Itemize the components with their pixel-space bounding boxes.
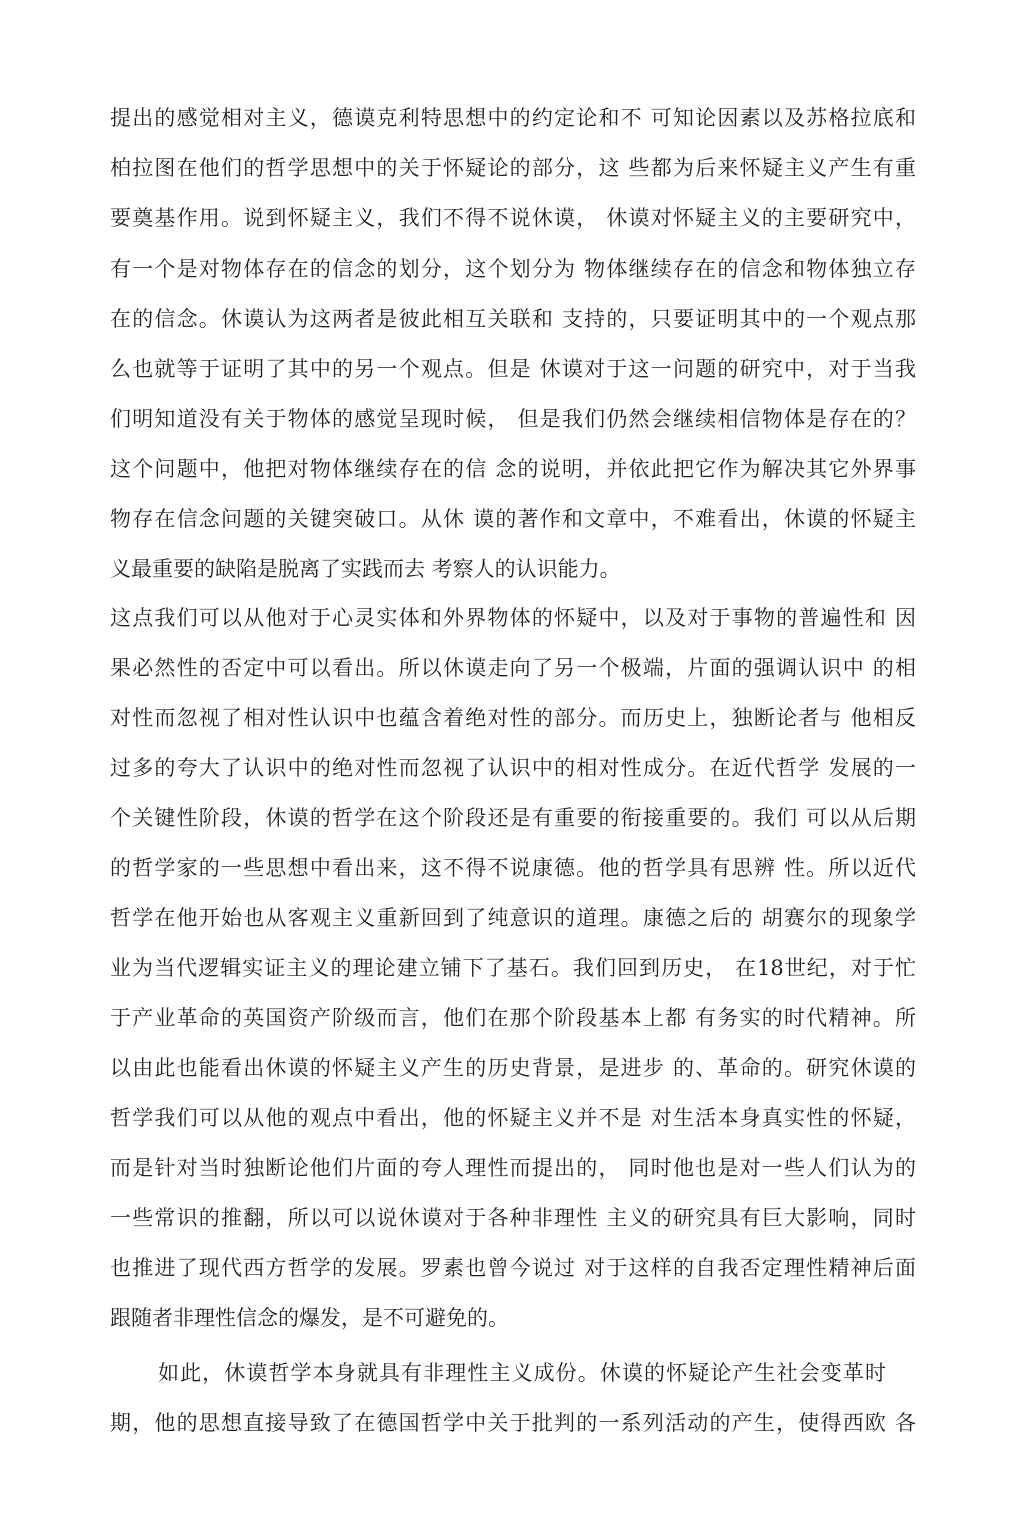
paragraph-2-line-5: 个关键性阶段，休谟的哲学在这个阶段还是有重要的衔接重要的。我们 可以从后期 bbox=[110, 806, 916, 830]
paragraph-2-line-3: 对性而忽视了相对性认识中也蕴含着绝对性的部分。而历史上，独断论者与 他相反 bbox=[110, 706, 916, 730]
paragraph-2-line-4: 过多的夸大了认识中的绝对性而忽视了认识中的相对性成分。在近代哲学 发展的一 bbox=[110, 756, 916, 780]
paragraph-1-line-9: 物存在信念问题的关键突破口。从休 谟的著作和文章中，不难看出，休谟的怀疑主 bbox=[110, 507, 916, 531]
paragraph-2-line-12: 而是针对当时独断论他们片面的夸人理性而提出的， 同时他也是对一些人们认为的 bbox=[110, 1156, 916, 1180]
paragraph-3-line-1: 如此，休谟哲学本身就具有非理性主义成份。休谟的怀疑论产生社会变革时 bbox=[158, 1361, 886, 1385]
paragraph-2-line-2: 果必然性的否定中可以看出。所以休谟走向了另一个极端，片面的强调认识中 的相 bbox=[110, 656, 916, 680]
paragraph-1-line-4: 有一个是对物体存在的信念的划分，这个划分为 物体继续存在的信念和物体独立存 bbox=[110, 257, 916, 281]
paragraph-2-line-9: 于产业革命的英国资产阶级而言，他们在那个阶段基本上都 有务实的时代精神。所 bbox=[110, 1006, 916, 1030]
paragraph-2-line-8: 业为当代逻辑实证主义的理论建立铺下了基石。我们回到历史， 在18世纪，对于忙 bbox=[110, 956, 916, 980]
paragraph-1-line-3: 要奠基作用。说到怀疑主义，我们不得不说休谟， 休谟对怀疑主义的主要研究中， bbox=[110, 206, 916, 230]
paragraph-1-line-7: 们明知道没有关于物体的感觉呈现时候， 但是我们仍然会继续相信物体是存在的？ bbox=[110, 407, 916, 431]
paragraph-1-line-2: 柏拉图在他们的哲学思想中的关于怀疑论的部分，这 些都为后来怀疑主义产生有重 bbox=[110, 156, 916, 180]
paragraph-2-line-15: 跟随者非理性信念的爆发，是不可避免的。 bbox=[110, 1306, 509, 1330]
paragraph-3-line-2: 期，他的思想直接导致了在德国哲学中关于批判的一系列活动的产生，使得西欧 各 bbox=[110, 1411, 916, 1435]
paragraph-2-line-1: 这点我们可以从他对于心灵实体和外界物体的怀疑中，以及对于事物的普遍性和 因 bbox=[110, 606, 916, 630]
paragraph-2-line-7: 哲学在他开始也从客观主义重新回到了纯意识的道理。康德之后的 胡赛尔的现象学 bbox=[110, 906, 916, 930]
paragraph-1-line-10: 义最重要的缺陷是脱离了实践而去 考察人的认识能力。 bbox=[110, 557, 621, 581]
paragraph-1-line-5: 在的信念。休谟认为这两者是彼此相互关联和 支持的，只要证明其中的一个观点那 bbox=[110, 307, 916, 331]
paragraph-1-line-1: 提出的感觉相对主义，德谟克利特思想中的约定论和不 可知论因素以及苏格拉底和 bbox=[110, 106, 916, 130]
paragraph-2-line-14: 也推进了现代西方哲学的发展。罗素也曾今说过 对于这样的自我否定理性精神后面 bbox=[110, 1256, 916, 1280]
paragraph-2-line-13: 一些常识的推翻，所以可以说休谟对于各种非理性 主义的研究具有巨大影响，同时 bbox=[110, 1206, 916, 1230]
paragraph-2-line-10: 以由此也能看出休谟的怀疑主义产生的历史背景，是进步 的、革命的。研究休谟的 bbox=[110, 1056, 916, 1080]
paragraph-2-line-11: 哲学我们可以从他的观点中看出，他的怀疑主义并不是 对生活本身真实性的怀疑， bbox=[110, 1106, 916, 1130]
paragraph-2-line-6: 的哲学家的一些思想中看出来，这不得不说康德。他的哲学具有思辨 性。所以近代 bbox=[110, 856, 916, 880]
paragraph-1-line-8: 这个问题中，他把对物体继续存在的信 念的说明，并依此把它作为解决其它外界事 bbox=[110, 457, 916, 481]
paragraph-1-line-6: 么也就等于证明了其中的另一个观点。但是 休谟对于这一问题的研究中，对于当我 bbox=[110, 357, 916, 381]
